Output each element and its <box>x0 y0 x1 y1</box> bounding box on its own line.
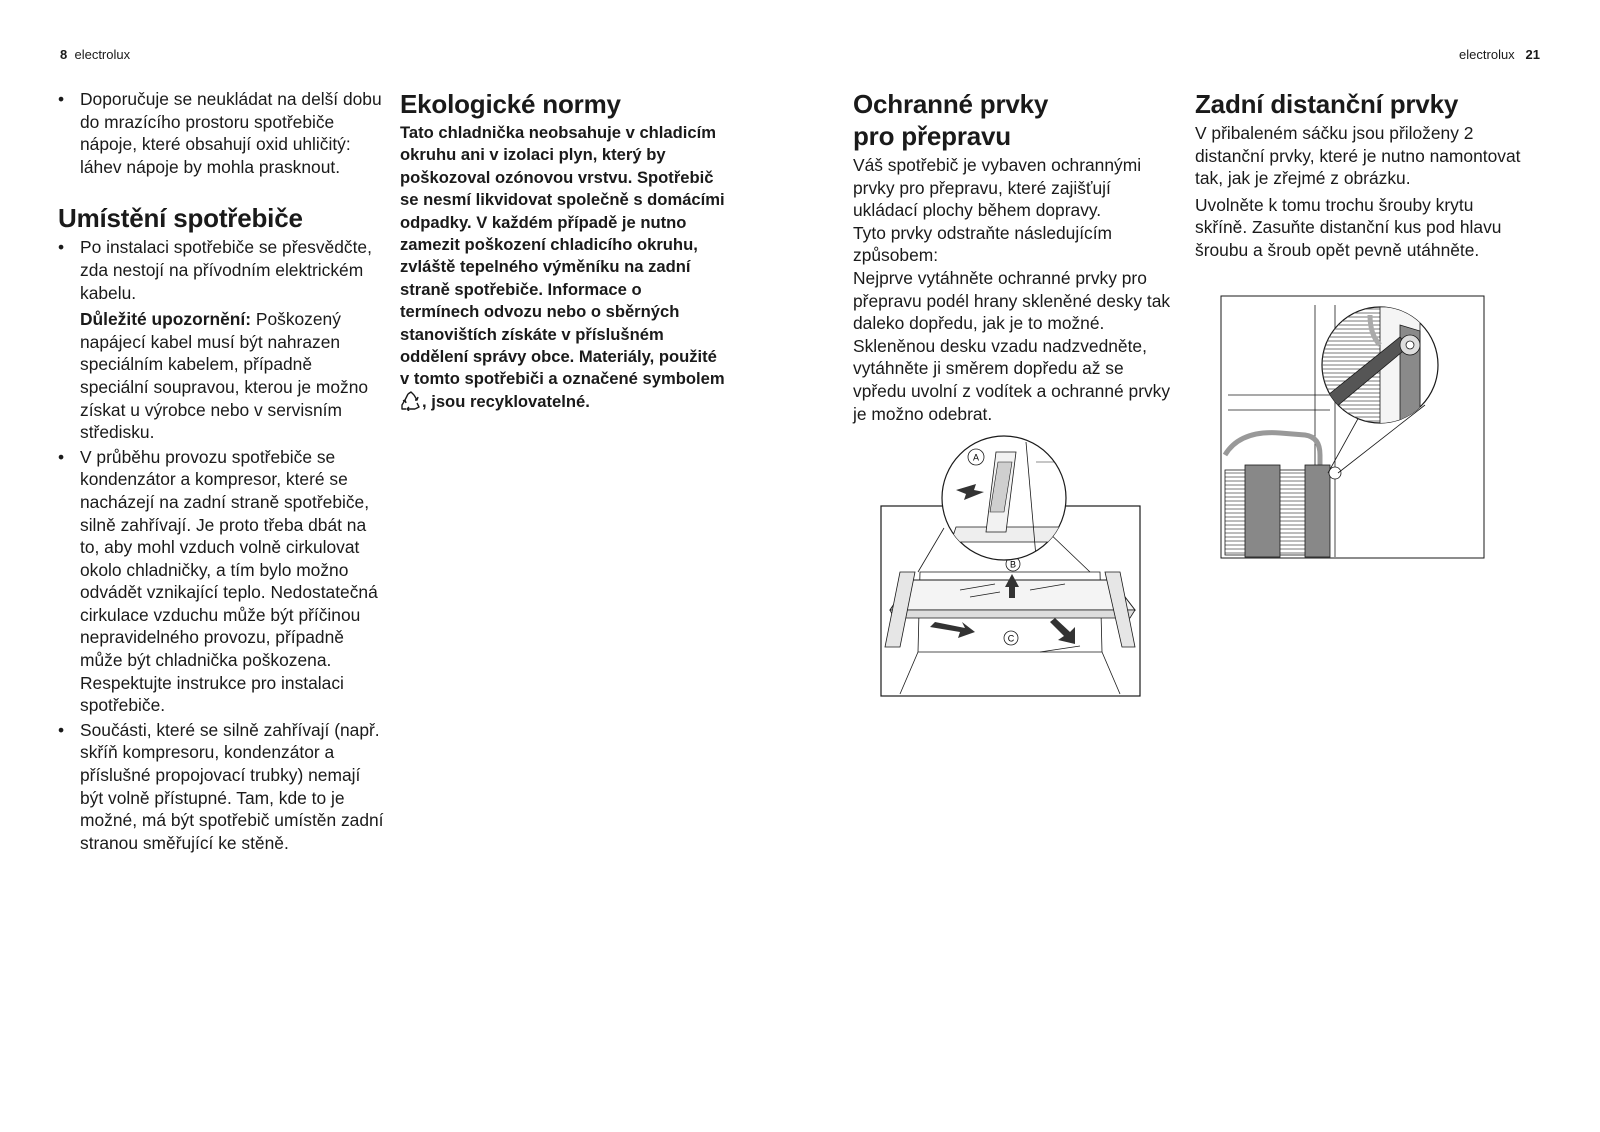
column-rear-spacers <box>1195 88 1525 262</box>
right-brand: electrolux <box>1459 47 1515 62</box>
shelf-removal-illustration <box>880 432 1142 698</box>
left-page-number: 8 <box>60 47 68 62</box>
recycle-icon <box>400 391 422 411</box>
column-transport-protection <box>853 88 1175 425</box>
spacers-para: V přibaleném sáčku jsou přiloženy 2 distanční prvky, které je nutno namontovat tak, jak je zřejmé z obrázku. <box>1195 123 1521 189</box>
bullet-list-placement <box>58 236 384 854</box>
list-item: • Doporučuje se neukládat na delší dobu do mrazícího prostoru spotřebiče nápoje, které obsahují oxid uhličitý: láhev nápoje by mohla prasknout. <box>58 88 384 178</box>
list-item: • V průběhu provozu spotřebiče se kondenzátor a kompresor, které se nacházejí na zadní straně spotřebiče, silně zahřívají. Je proto třeba dbát na to, aby mohl vzduch volně cirkulovat okolo chladničky, a tím bylo možno odvádět vznikající teplo. Nedostatečná cirkulace vzduchu může být příčinou nepravidelného provozu, případně může být chladnička poškozena. Respektujte instrukce pro instalaci spotřebiče. <box>58 446 384 717</box>
transport-para: Váš spotřebič je vybaven ochrannými prvky pro přepravu, které zajišťují ukládací plochy během dopravy. <box>853 155 1142 221</box>
column-ecology <box>400 88 725 413</box>
transport-para: Tyto prvky odstraňte následujícím způsobem: <box>853 222 1113 266</box>
ecology-text <box>400 122 725 413</box>
heading-transport <box>853 88 1175 152</box>
transport-para: Nejprve vytáhněte ochranné prvky pro přepravu podél hrany skleněné desky tak daleko dopředu, jak je to možné. Skleněnou desku vzadu nadzvedněte, vytáhněte ji směrem dopředu až se vpředu uvolní z vodítek a ochranné prvky je možno odebrat. <box>853 267 1171 424</box>
right-header <box>1459 47 1540 63</box>
ecology-text-end: , jsou recyklovatelné. <box>422 391 590 411</box>
rear-spacer-illustration <box>1220 295 1486 561</box>
list-item <box>58 236 384 443</box>
note-label: Důležité upozornění: <box>80 309 252 330</box>
left-header <box>60 47 130 63</box>
heading-ecology: Ekologické normy <box>400 89 621 119</box>
bullet-list-storage <box>58 88 384 178</box>
important-note <box>80 308 384 444</box>
heading-placement: Umístění spotřebiče <box>58 203 303 234</box>
heading-line: pro přepravu <box>853 121 1011 151</box>
left-brand: electrolux <box>74 47 131 62</box>
heading-rear-spacers: Zadní distanční prvky <box>1195 89 1459 119</box>
figure-label-b: B <box>1009 559 1017 570</box>
list-item-text: • Po instalaci spotřebiče se přesvědčte, zda nestojí na přívodním elektrickém kabelu. <box>80 237 372 303</box>
figure-label-a: A <box>972 452 980 463</box>
note-text: Poškozený napájecí kabel musí být nahrazen speciálním kabelem, případně speciální soupravou, kterou je možno získat u výrobce nebo v servisním středisku. <box>80 309 369 443</box>
right-page-number: 21 <box>1525 47 1540 62</box>
figure-label-c: C <box>1007 633 1015 644</box>
heading-line: Ochranné prvky <box>853 89 1049 119</box>
ecology-text-main: Tato chladnička neobsahuje v chladicím okruhu ani v izolaci plyn, který by poškozoval ozónovou vrstvu. Spotřebič se nesmí likvidovat společně s domácími odpadky. V každém případě je nutno zamezit poškození chladicího okruhu, zvláště tepelného výměníku na zadní straně spotřebiče. Informace o termínech odvozu nebo o sběrných stanovištích získáte v příslušném oddělení správy obce. Materiály, použité v tomto spotřebiči a označené symbolem <box>400 123 725 389</box>
column-safety <box>58 88 384 856</box>
list-item: • Součásti, které se silně zahřívají (např. skříň kompresoru, kondenzátor a příslušné propojovací trubky) nemají být volně přístupné. Tam, kde to je možné, má být spotřebič umístěn zadní stranou směřující ke stěně. <box>58 719 384 855</box>
spacers-para: Uvolněte k tomu trochu šrouby krytu skříně. Zasuňte distanční kus pod hlavu šroubu a šroub opět pevně utáhněte. <box>1195 194 1502 260</box>
